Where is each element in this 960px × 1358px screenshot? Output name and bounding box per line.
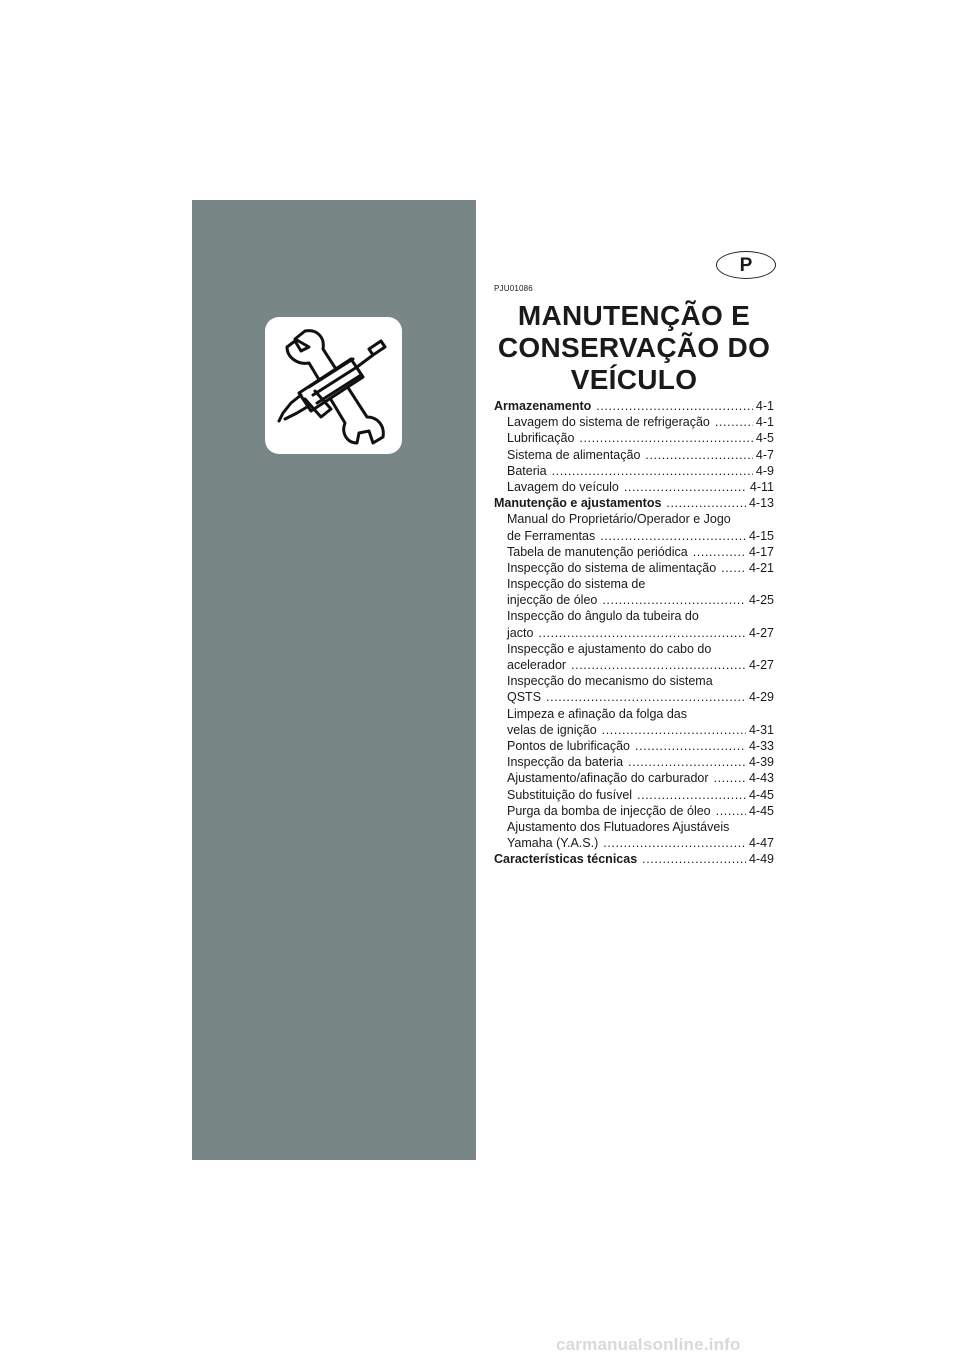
toc-entry-label: Lubrificação <box>507 431 575 446</box>
toc-leader-dots <box>716 803 746 819</box>
toc-entry-label: Yamaha (Y.A.S.) <box>507 836 599 851</box>
toc-entry-label: Sistema de alimentação <box>507 447 641 462</box>
toc-entry-page: 4-1 <box>755 415 774 430</box>
toc-entry-page: 4-1 <box>755 399 774 413</box>
toc-entry-page: 4-31 <box>748 722 774 737</box>
toc-entry[interactable] <box>494 722 774 738</box>
toc-entry-continuation: Inspecção do sistema de <box>507 577 646 592</box>
toc-leader-dots <box>596 398 753 414</box>
toc-leader-dots <box>637 787 746 803</box>
toc-entry-page: 4-29 <box>748 690 774 705</box>
title-line: MANUTENÇÃO E <box>517 300 751 331</box>
toc-entry-page: 4-47 <box>748 836 774 851</box>
toc-entry-label: Tabela de manutenção periódica <box>507 544 688 559</box>
toc-leader-dots <box>552 463 753 479</box>
language-badge: P <box>716 251 776 279</box>
toc-leader-dots <box>602 722 746 738</box>
title-line: CONSERVAÇÃO DO <box>497 332 771 363</box>
toc-leader-dots <box>714 770 746 786</box>
toc-entry[interactable] <box>494 689 774 705</box>
title-line: VEÍCULO <box>570 364 698 395</box>
toc-entry[interactable] <box>494 770 774 786</box>
toc-leader-dots <box>642 851 746 867</box>
toc-entry-label: Ajustamento/afinação do carburador <box>507 771 709 786</box>
toc-entry[interactable] <box>494 398 774 414</box>
toc-entry-page: 4-27 <box>748 658 774 672</box>
toc-entry-continuation: Manual do Proprietário/Operador e Jogo <box>507 512 731 527</box>
toc-entry[interactable] <box>494 544 774 560</box>
toc-entry-page: 4-45 <box>748 803 774 818</box>
toc-entry-page: 4-9 <box>755 463 774 478</box>
toc-entry-label: QSTS <box>507 690 542 705</box>
toc-entry[interactable] <box>494 414 774 430</box>
toc-entry-label: Lavagem do veículo <box>507 479 619 494</box>
toc-leader-dots <box>666 495 746 511</box>
toc-entry[interactable] <box>494 657 774 673</box>
toc-entry-label: Bateria <box>507 463 547 478</box>
toc-entry-label: Lavagem do sistema de refrigeração <box>507 415 710 430</box>
toc-entry-label: Armazenamento <box>494 399 592 413</box>
toc-entry-page: 4-17 <box>748 544 774 559</box>
toc-entry[interactable] <box>494 754 774 770</box>
toc-entry-page: 4-13 <box>748 496 774 511</box>
toc-entry-page: 4-25 <box>748 593 774 608</box>
wrench-and-grease-gun-icon <box>265 317 402 454</box>
icon-tile <box>265 317 402 454</box>
toc-leader-dots <box>571 657 746 673</box>
toc-entry-page: 4-49 <box>748 852 774 867</box>
toc-leader-dots <box>600 528 746 544</box>
toc-leader-dots <box>628 754 746 770</box>
toc-entry-label: injecção de óleo <box>507 593 598 608</box>
toc-entry-label: acelerador <box>507 658 567 672</box>
toc-entry[interactable] <box>494 835 774 851</box>
toc-entry[interactable] <box>494 560 774 576</box>
toc-leader-dots <box>602 592 746 608</box>
toc-entry-page: 4-27 <box>748 625 774 640</box>
toc-entry-page: 4-43 <box>748 771 774 786</box>
toc-entry[interactable] <box>494 528 774 544</box>
toc-entry-label: Purga da bomba de injecção de óleo <box>507 803 711 818</box>
toc-leader-dots <box>693 544 746 560</box>
toc-entry-page: 4-39 <box>748 755 774 770</box>
toc-entry-label: Substituição do fusível <box>507 787 633 802</box>
toc-entry-label: Manutenção e ajustamentos <box>494 496 662 511</box>
toc-leader-dots <box>645 447 753 463</box>
toc-entry[interactable] <box>494 430 774 446</box>
toc-leader-dots <box>635 738 746 754</box>
toc-entry-label: Pontos de lubrificação <box>507 738 630 753</box>
toc-entry-label: Características técnicas <box>494 852 638 867</box>
toc-entry[interactable] <box>494 592 774 608</box>
toc-entry-page: 4-11 <box>749 479 774 494</box>
toc-entry-page: 4-5 <box>755 431 774 446</box>
toc-leader-dots <box>721 560 746 576</box>
toc-leader-dots <box>579 430 753 446</box>
toc-entry-label: Inspecção da bateria <box>507 755 624 770</box>
toc-entry[interactable] <box>494 479 774 495</box>
toc-entry-label: Inspecção do sistema de alimentação <box>507 560 717 575</box>
toc-leader-dots <box>546 689 746 705</box>
toc-entry-label: de Ferramentas <box>507 528 596 543</box>
toc-entry[interactable] <box>494 851 774 867</box>
toc-entry-continuation: Inspecção e ajustamento do cabo do <box>507 641 712 656</box>
table-of-contents <box>494 398 774 867</box>
toc-entry[interactable] <box>494 625 774 641</box>
toc-entry[interactable] <box>494 787 774 803</box>
toc-entry[interactable] <box>494 463 774 479</box>
toc-entry-continuation: Limpeza e afinação da folga das <box>507 706 687 721</box>
toc-entry-label: velas de ignição <box>507 722 597 737</box>
toc-entry-page: 4-33 <box>748 738 774 753</box>
toc-leader-dots <box>715 414 753 430</box>
watermark: carmanualsonline.info <box>556 1335 741 1354</box>
toc-entry[interactable] <box>494 738 774 754</box>
toc-entry-continuation: Inspecção do mecanismo do sistema <box>507 674 713 689</box>
toc-entry-continuation: Ajustamento dos Flutuadores Ajustáveis <box>507 819 730 834</box>
page-title <box>494 300 774 396</box>
toc-entry-page: 4-7 <box>755 447 774 462</box>
toc-leader-dots <box>603 835 746 851</box>
toc-entry-label: jacto <box>507 625 534 640</box>
toc-entry[interactable] <box>494 803 774 819</box>
toc-entry[interactable] <box>494 447 774 463</box>
toc-entry-continuation: Inspecção do ângulo da tubeira do <box>507 609 699 624</box>
toc-entry[interactable] <box>494 495 774 511</box>
toc-entry-page: 4-15 <box>748 528 774 543</box>
toc-leader-dots <box>624 479 747 495</box>
toc-entry-page: 4-21 <box>748 560 774 575</box>
section-code: PJU01086 <box>494 284 533 293</box>
toc-leader-dots <box>538 625 746 641</box>
toc-entry-page: 4-45 <box>748 787 774 802</box>
